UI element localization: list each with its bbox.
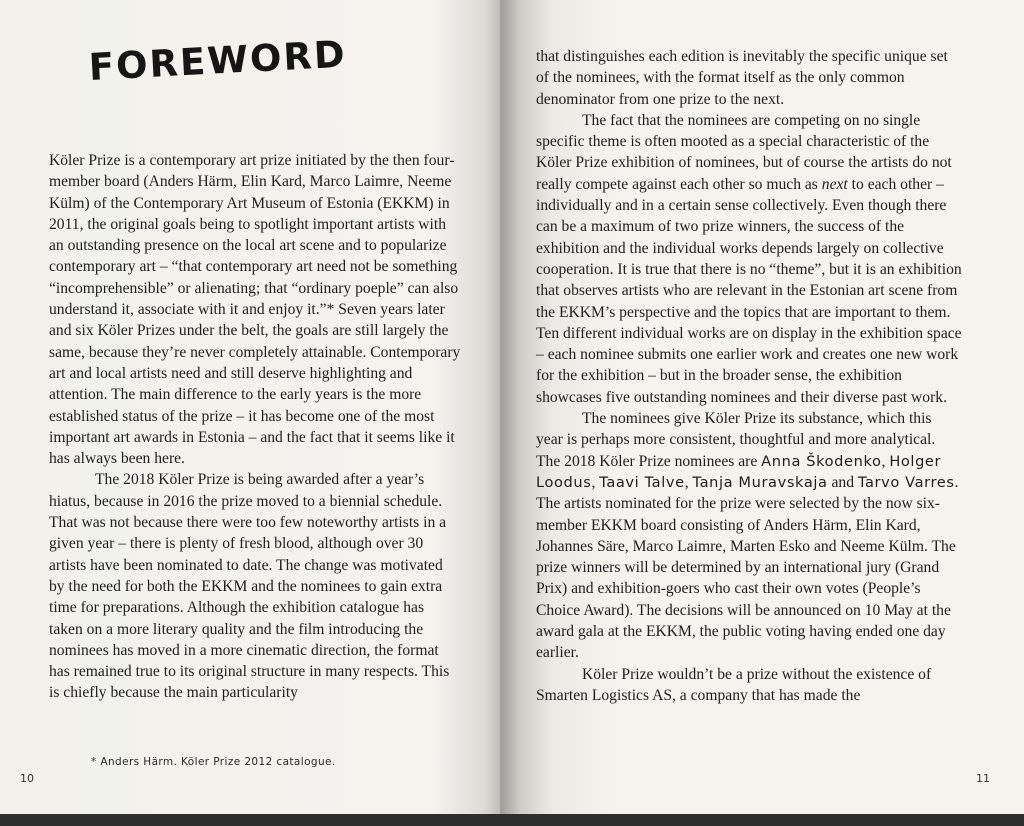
right-paragraph-3-end: . The artists nominated for the prize were selected by the now six-member EKKM board consisting of Anders Härm, Elin Kard, Johannes Säre, Marco Laimre, Marten Esko and Neeme Külm. The prize winners will be determined by an international jury (Grand Prix) and exhibition-goers who cast their own votes (People’s Choice Award). The decisions will be announced on 10 May at the award gala at the EKKM, the public voting having ended one day earlier. [536, 473, 959, 662]
right-paragraph-2-start: The fact that the nominees are competing on no single specific theme is often mooted as a special characteristic of the Köler Prize exhibition of nominees, but of course the artists do not really compete against each other so much as [536, 111, 952, 193]
right-paragraph-1: that distinguishes each edition is inevitably the specific unique set of the nominees, with the format itself as the only common denominator from one prize to the next. [536, 48, 948, 108]
separator-comma-3: , [684, 473, 693, 491]
right-paragraph-2 [536, 110, 962, 408]
separator-comma-2: , [591, 473, 600, 491]
artist-name-1: Anna Škodenko [761, 452, 882, 470]
italic-next: next [821, 175, 848, 193]
separator-comma-1: , [881, 452, 890, 470]
page-title: FOREWORD [87, 32, 348, 89]
footnote: * Anders Härm. Köler Prize 2012 catalogue. [91, 756, 336, 768]
left-text-column [49, 150, 461, 704]
right-paragraph-4: Köler Prize wouldn’t be a prize without the existence of Smarten Logistics AS, a company that has made the [536, 665, 932, 704]
right-text-column [536, 46, 962, 706]
left-paragraph-2: The 2018 Köler Prize is being awarded after a year’s hiatus, because in 2016 the prize moved to a biennial schedule. That was not because there were too few noteworthy artists in a given year – there is plenty of fresh blood, although over 30 artists have been nominated to date. The change was motivated by the need for both the EKKM and the nominees to gain extra time for preparations. Although the exhibition catalogue has taken on a more literary quality and the film introducing the nominees has moved in a more cinematic direction, the format has remained true to its original structure in many respects. This is chiefly because the main particularity [49, 471, 450, 702]
right-paragraph-2-end: to each other – individually and in a certain sense collectively. Even though there can be a maximum of two prize winners, the success of the exhibition and the individual works depends largely on collective cooperation. It is true that there is no “theme”, but it is an exhibition that observes artists who are relevant in the Estonian art scene from the EKKM’s perspective and the topics that are important to them. Ten different individual works are on display in the exhibition space – each nominee submits one earlier work and creates one new work for the exhibition – but in the broader sense, the exhibition showcases five outstanding nominees and their diverse past work. [536, 175, 962, 406]
artist-name-2: Holger Loodus [536, 452, 942, 491]
right-page [500, 0, 1024, 814]
left-page [0, 0, 504, 814]
right-paragraph-3-start: The nominees give Köler Prize its substance, which this year is perhaps more consistent, thoughtful and more analytical. The 2018 Köler Prize nominees are [536, 410, 936, 470]
right-paragraph-3 [536, 408, 962, 664]
artist-name-3: Taavi Talve [599, 473, 685, 491]
left-paragraph-1: Köler Prize is a contemporary art prize initiated by the then four-member board (Anders Härm, Elin Kard, Marco Laimre, Neeme Külm) of the Contemporary Art Museum of Estonia (EKKM) in 2011, the original goals being to spotlight important artists with an outstanding presence on the local art scene and to popularize contemporary art – “that contemporary art need not be something “incomprehensible” or alienating; that “ordinary poeple” can also understand it, associate with it and enjoy it.”* Seven years later and six Köler Prizes under the belt, the goals are still largely the same, because they’re never completely attainable. Contemporary art and local artists need and still deserve highlighting and attention. The main difference to the early years is the more established status of the prize – it has become one of the most important art awards in Estonia – and the fact that it seems like it has always been here. [49, 152, 461, 468]
page-number-left: 10 [20, 772, 34, 785]
artist-name-4: Tanja Muravskaja [692, 473, 828, 491]
page-number-right: 11 [976, 772, 990, 785]
separator-and: and [827, 473, 858, 491]
artist-name-5: Tarvo Varres [857, 473, 955, 491]
